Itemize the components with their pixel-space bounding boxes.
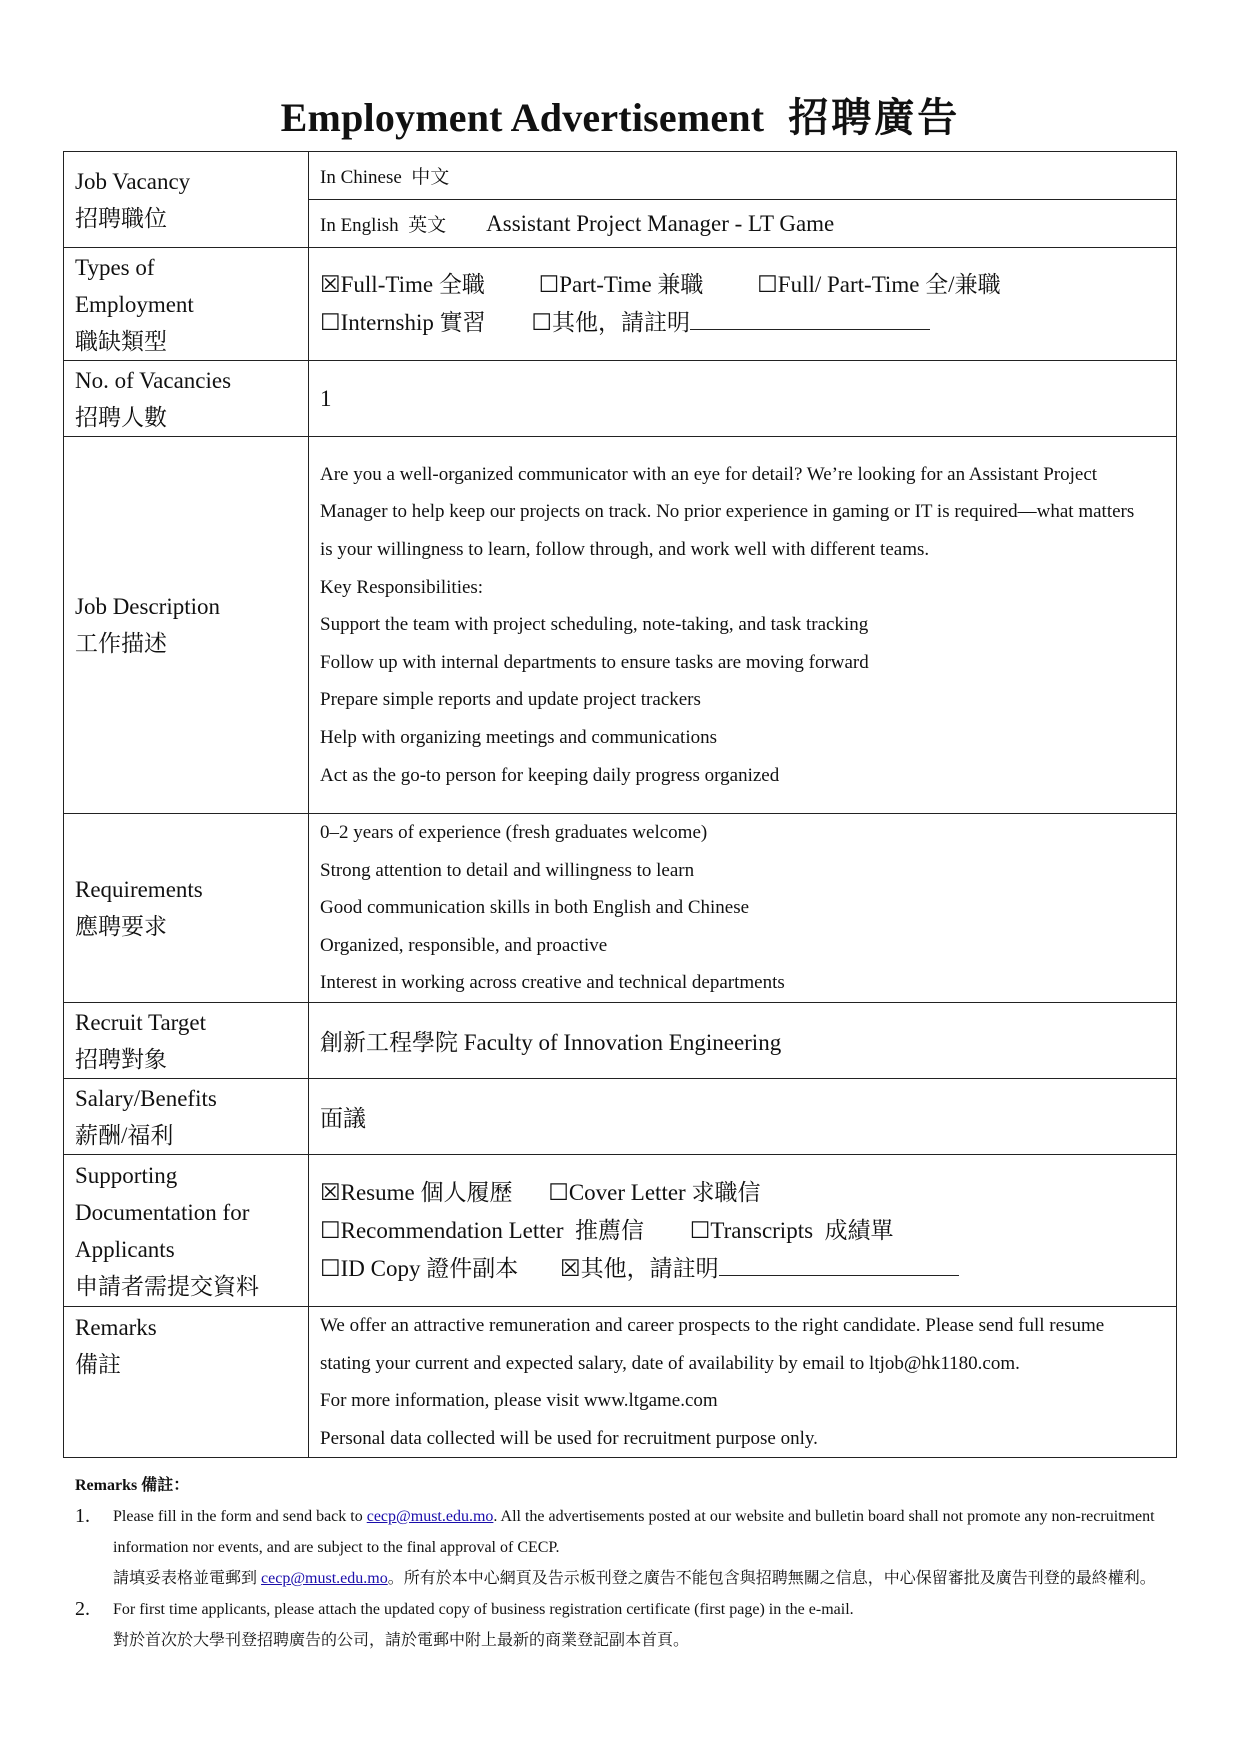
footnote-number: 1.	[75, 1505, 90, 1527]
remarks-line: We offer an attractive remuneration and career prospects to the right candidate. Please send full resume stating your current and expected salary, date of availability by email to ltjob@hk1180.com.	[320, 1315, 1105, 1374]
employment-type-options	[309, 248, 1177, 361]
requirements-content[interactable]	[309, 814, 1177, 1003]
documents-label	[64, 1155, 309, 1307]
remarks-content[interactable]	[309, 1307, 1177, 1458]
remarks-line: Personal data collected will be used for recruitment purpose only.	[320, 1427, 818, 1449]
recruit-target-label-en: Recruit Target	[75, 1009, 207, 1035]
footnote-2-en: For first time applicants, please attach the updated copy of business registration certificate (first page) in the e-mail.	[113, 1601, 854, 1618]
job-vacancy-label-en: Job Vacancy	[75, 168, 191, 194]
in-chinese-label: In Chinese 中文	[320, 167, 450, 188]
footnote-number: 2.	[75, 1598, 90, 1620]
requirement-item: 0–2 years of experience (fresh graduates welcome)	[320, 822, 708, 844]
footnote-text	[113, 1501, 1175, 1594]
in-english-label: In English 英文	[320, 215, 447, 236]
salary-label	[64, 1079, 309, 1155]
footnote-item-2	[75, 1594, 1175, 1656]
vacancies-label	[64, 361, 309, 437]
salary-label-en: Salary/Benefits	[75, 1085, 217, 1111]
title-zh: 招聘廣告	[788, 95, 961, 140]
footnotes-header: Remarks 備註：	[75, 1477, 190, 1494]
footnote-1-zh-before: 請填妥表格並電郵到	[113, 1570, 262, 1587]
full-part-time-checkbox[interactable]: ☐Full/ Part-Time 全/兼職	[757, 272, 1001, 297]
vacancies-label-en: No. of Vacancies	[75, 367, 232, 393]
recruit-target-label-zh: 招聘對象	[75, 1046, 167, 1072]
in-english-value[interactable]: Assistant Project Manager - LT Game	[486, 211, 835, 236]
employment-type-label-en1: Types of	[75, 254, 155, 280]
transcripts-checkbox[interactable]: ☐Transcripts 成績單	[689, 1217, 894, 1243]
responsibility-item: Help with organizing meetings and communications	[320, 726, 717, 748]
salary-label-zh: 薪酬/福利	[75, 1122, 174, 1148]
other-document-blank[interactable]	[719, 1255, 959, 1276]
requirements-label-en: Requirements	[75, 877, 203, 902]
documents-label-en3: Applicants	[75, 1236, 175, 1262]
footnote-1-en-before: Please fill in the form and send back to	[113, 1508, 367, 1525]
documents-label-zh: 申請者需提交資料	[75, 1273, 259, 1299]
documents-label-en1: Supporting	[75, 1162, 178, 1188]
job-description-label-zh: 工作描述	[75, 631, 167, 656]
vacancies-value[interactable]: 1	[309, 361, 1177, 437]
recommendation-letter-checkbox[interactable]: ☐Recommendation Letter 推薦信	[320, 1217, 645, 1243]
footnote-1-en-after: . All the advertisements posted at our website and bulletin board shall not promote any non-recruitment information nor events, and are subject to the final approval of CECP.	[113, 1508, 1155, 1556]
cecp-email-link[interactable]: cecp@must.edu.mo	[366, 1508, 494, 1525]
requirements-label	[64, 814, 309, 1003]
recruit-target-value[interactable]: 創新工程學院 Faculty of Innovation Engineering	[309, 1003, 1177, 1079]
responsibility-item: Support the team with project scheduling, note-taking, and task tracking	[320, 614, 869, 636]
key-responsibilities-heading: Key Responsibilities:	[320, 576, 484, 598]
resume-checkbox[interactable]: ☒Resume 個人履歷	[320, 1179, 513, 1205]
other-document-checkbox[interactable]: ☒其他，請註明	[559, 1255, 719, 1281]
requirement-item: Good communication skills in both English and Chinese	[320, 897, 750, 919]
job-vacancy-chinese-cell[interactable]	[309, 152, 1177, 200]
other-employment-blank[interactable]	[690, 309, 930, 330]
footnote-text	[113, 1594, 1175, 1656]
requirement-item: Interest in working across creative and technical departments	[320, 972, 785, 994]
footnotes	[75, 1470, 1175, 1656]
cecp-email-link-zh[interactable]: cecp@must.edu.mo	[261, 1570, 388, 1587]
footnote-2-zh: 對於首次於大學刊登招聘廣告的公司，請於電郵中附上最新的商業登記副本首頁。	[113, 1632, 690, 1649]
employment-type-label-en2: Employment	[75, 291, 194, 317]
job-vacancy-english-cell[interactable]	[309, 200, 1177, 248]
other-employment-checkbox[interactable]: ☐其他，請註明	[531, 310, 691, 335]
documents-options	[309, 1155, 1177, 1307]
job-vacancy-label-zh: 招聘職位	[75, 205, 167, 231]
salary-value[interactable]: 面議	[309, 1079, 1177, 1155]
remarks-label-en: Remarks	[75, 1315, 157, 1340]
recruit-target-label	[64, 1003, 309, 1079]
remarks-label-zh: 備註	[75, 1352, 121, 1377]
job-description-content[interactable]	[309, 437, 1177, 814]
page-title	[0, 86, 1241, 143]
job-description-label	[64, 437, 309, 814]
full-time-checkbox[interactable]: ☒Full-Time 全職	[320, 272, 485, 297]
id-copy-checkbox[interactable]: ☐ID Copy 證件副本	[320, 1255, 519, 1281]
job-description-label-en: Job Description	[75, 594, 221, 619]
requirement-item: Organized, responsible, and proactive	[320, 934, 608, 956]
responsibility-item: Act as the go-to person for keeping daily progress organized	[320, 764, 780, 786]
vacancies-label-zh: 招聘人數	[75, 404, 167, 430]
remarks-line: For more information, please visit www.ltgame.com	[320, 1390, 718, 1412]
job-description-intro: Are you a well-organized communicator with an eye for detail? We’re looking for an Assistant Project Manager to help keep our projects on track. No prior experience in gaming or IT is required—what matters is your willingness to learn, follow through, and work well with different teams.	[320, 463, 1135, 561]
remarks-label	[64, 1307, 309, 1458]
responsibility-item: Follow up with internal departments to ensure tasks are moving forward	[320, 651, 869, 673]
documents-label-en2: Documentation for	[75, 1199, 250, 1225]
employment-type-label	[64, 248, 309, 361]
cover-letter-checkbox[interactable]: ☐Cover Letter 求職信	[548, 1179, 761, 1205]
internship-checkbox[interactable]: ☐Internship 實習	[320, 310, 486, 335]
responsibility-item: Prepare simple reports and update project trackers	[320, 689, 701, 711]
requirements-label-zh: 應聘要求	[75, 914, 167, 939]
employment-type-label-zh: 職缺類型	[75, 328, 167, 354]
requirement-item: Strong attention to detail and willingness to learn	[320, 859, 695, 881]
title-en: Employment Advertisement	[280, 95, 765, 140]
footnote-1-zh-after: 。所有於本中心網頁及告示板刊登之廣告不能包含與招聘無關之信息，中心保留審批及廣告刊登的最終權利。	[387, 1570, 1156, 1587]
job-vacancy-label	[64, 152, 309, 248]
footnote-item-1	[75, 1501, 1175, 1594]
part-time-checkbox[interactable]: ☐Part-Time 兼職	[538, 272, 704, 297]
advertisement-form-table	[63, 151, 1177, 1458]
